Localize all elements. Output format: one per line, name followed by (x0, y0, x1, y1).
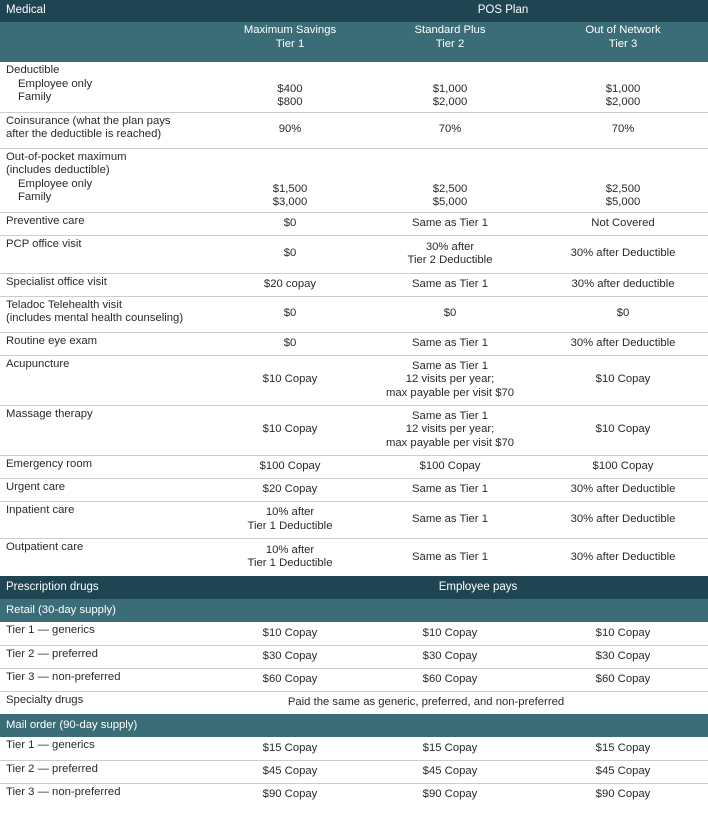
deductible-row (0, 62, 708, 112)
mail-tier1-label: Tier 1 — generics (0, 737, 218, 760)
tier2-header: Standard Plus Tier 2 (362, 22, 538, 62)
outpatient-row (0, 538, 708, 576)
teladoc-t3: $0 (538, 296, 708, 332)
mail-tier1-t2: $15 Copay (362, 737, 538, 760)
inpatient-t3: 30% after Deductible (538, 501, 708, 538)
retail-tier1-row (0, 622, 708, 645)
outpatient-t2: Same as Tier 1 (412, 550, 488, 563)
eye-exam-t1: $0 (218, 332, 362, 355)
oop-row (0, 148, 708, 212)
retail-tier1-t1: $10 Copay (218, 622, 362, 645)
er-label: Emergency room (0, 455, 218, 478)
acupuncture-t3: $10 Copay (538, 355, 708, 405)
massage-row (0, 405, 708, 455)
urgent-row (0, 478, 708, 501)
specialty-row (0, 691, 708, 714)
retail-tier2-t1: $30 Copay (218, 645, 362, 668)
oop-label: Out-of-pocket maximum (includes deductible) Employee only Family (0, 148, 218, 212)
coinsurance-t1: 90% (218, 112, 362, 148)
specialty-value: Paid the same as generic, preferred, and non-preferred (287, 696, 565, 708)
specialty-label: Specialty drugs (6, 693, 84, 706)
eye-exam-row (0, 332, 708, 355)
coinsurance-label: Coinsurance (what the plan pays after the deductible is reached) (0, 112, 218, 148)
retail-tier3-t1: $60 Copay (218, 668, 362, 691)
inpatient-row (0, 501, 708, 538)
coinsurance-row (0, 112, 708, 148)
mail-tier3-t2: $90 Copay (422, 788, 478, 800)
acupuncture-row (0, 355, 708, 405)
mail-label: Mail order (90-day supply) (0, 714, 708, 737)
rx-title: Prescription drugs (0, 576, 218, 599)
mail-tier2-t1: $45 Copay (218, 760, 362, 783)
employee-pays-label: Employee pays (362, 576, 708, 599)
oop-t2: $2,500 $5,000 (362, 148, 538, 212)
mail-tier1-row (0, 737, 708, 760)
tier1-header: Maximum Savings Tier 1 (218, 22, 362, 62)
urgent-label: Urgent care (0, 478, 218, 501)
teladoc-t2: $0 (362, 296, 538, 332)
eye-exam-label: Routine eye exam (0, 332, 218, 355)
retail-tier2-t3: $30 Copay (538, 645, 708, 668)
retail-tier1-t3: $10 Copay (538, 622, 708, 645)
inpatient-label: Inpatient care (0, 501, 218, 538)
mail-tier1-t1: $15 Copay (218, 737, 362, 760)
specialist-t3: 30% after deductible (538, 273, 708, 296)
inpatient-t2: Same as Tier 1 (362, 501, 538, 538)
pcp-row (0, 235, 708, 273)
retail-section-row (0, 599, 708, 622)
medical-title: Medical (0, 0, 218, 22)
outpatient-t1: 10% after Tier 1 Deductible (247, 543, 333, 570)
mail-tier3-row (0, 783, 708, 806)
medical-header-row (0, 0, 708, 22)
preventive-t3: Not Covered (538, 212, 708, 235)
preventive-label: Preventive care (0, 212, 218, 235)
oop-t1: $1,500 $3,000 (218, 148, 362, 212)
tier3-header: Out of Network Tier 3 (538, 22, 708, 62)
retail-tier2-t2: $30 Copay (362, 645, 538, 668)
mail-tier1-t3: $15 Copay (538, 737, 708, 760)
teladoc-label: Teladoc Telehealth visit (includes mental health counseling) (0, 296, 218, 332)
coinsurance-t3: 70% (538, 112, 708, 148)
teladoc-t1: $0 (218, 296, 362, 332)
deductible-label: Deductible Employee only Family (0, 62, 218, 112)
er-t2: $100 Copay (362, 455, 538, 478)
er-row (0, 455, 708, 478)
retail-tier1-label: Tier 1 — generics (0, 622, 218, 645)
retail-tier1-t2: $10 Copay (362, 622, 538, 645)
outpatient-label: Outpatient care (6, 540, 84, 553)
retail-label: Retail (30-day supply) (0, 599, 708, 622)
deductible-t2: $1,000 $2,000 (362, 62, 538, 112)
specialist-t1: $20 copay (218, 273, 362, 296)
mail-tier3-label: Tier 3 — non-preferred (6, 785, 121, 798)
inpatient-t1: 10% after Tier 1 Deductible (218, 501, 362, 538)
massage-label: Massage therapy (0, 405, 218, 455)
mail-section-row (0, 714, 708, 737)
pcp-label: PCP office visit (0, 235, 218, 273)
pcp-t2: 30% after Tier 2 Deductible (362, 235, 538, 273)
urgent-t1: $20 Copay (218, 478, 362, 501)
retail-tier3-row (0, 668, 708, 691)
mail-tier2-t3: $45 Copay (538, 760, 708, 783)
preventive-t1: $0 (218, 212, 362, 235)
eye-exam-t3: 30% after Deductible (538, 332, 708, 355)
mail-tier2-row (0, 760, 708, 783)
retail-tier3-label: Tier 3 — non-preferred (0, 668, 218, 691)
specialist-label: Specialist office visit (0, 273, 218, 296)
mail-tier3-t3: $90 Copay (595, 788, 651, 800)
preventive-t2: Same as Tier 1 (362, 212, 538, 235)
teladoc-row (0, 296, 708, 332)
er-t1: $100 Copay (218, 455, 362, 478)
acupuncture-t2: Same as Tier 1 12 visits per year; max payable per visit $70 (362, 355, 538, 405)
retail-tier2-row (0, 645, 708, 668)
retail-tier3-t3: $60 Copay (538, 668, 708, 691)
specialist-t2: Same as Tier 1 (362, 273, 538, 296)
acupuncture-t1: $10 Copay (218, 355, 362, 405)
pcp-t1: $0 (218, 235, 362, 273)
mail-tier3-t1: $90 Copay (262, 788, 318, 800)
retail-tier3-t2: $60 Copay (362, 668, 538, 691)
urgent-t3: 30% after Deductible (538, 478, 708, 501)
urgent-t2: Same as Tier 1 (362, 478, 538, 501)
mail-tier2-label: Tier 2 — preferred (0, 760, 218, 783)
massage-t3: $10 Copay (538, 405, 708, 455)
specialist-row (0, 273, 708, 296)
massage-t1: $10 Copay (218, 405, 362, 455)
tier-header-row (0, 22, 708, 62)
eye-exam-t2: Same as Tier 1 (362, 332, 538, 355)
outpatient-t3: 30% after Deductible (570, 550, 676, 563)
oop-t3: $2,500 $5,000 (538, 148, 708, 212)
massage-t2: Same as Tier 1 12 visits per year; max payable per visit $70 (362, 405, 538, 455)
rx-header-row (0, 576, 708, 599)
acupuncture-label: Acupuncture (0, 355, 218, 405)
coinsurance-t2: 70% (362, 112, 538, 148)
er-t3: $100 Copay (538, 455, 708, 478)
pcp-t3: 30% after Deductible (538, 235, 708, 273)
mail-tier2-t2: $45 Copay (362, 760, 538, 783)
preventive-row (0, 212, 708, 235)
retail-tier2-label: Tier 2 — preferred (0, 645, 218, 668)
plan-label: POS Plan (362, 0, 708, 22)
deductible-t3: $1,000 $2,000 (538, 62, 708, 112)
deductible-t1: $400 $800 (218, 62, 362, 112)
